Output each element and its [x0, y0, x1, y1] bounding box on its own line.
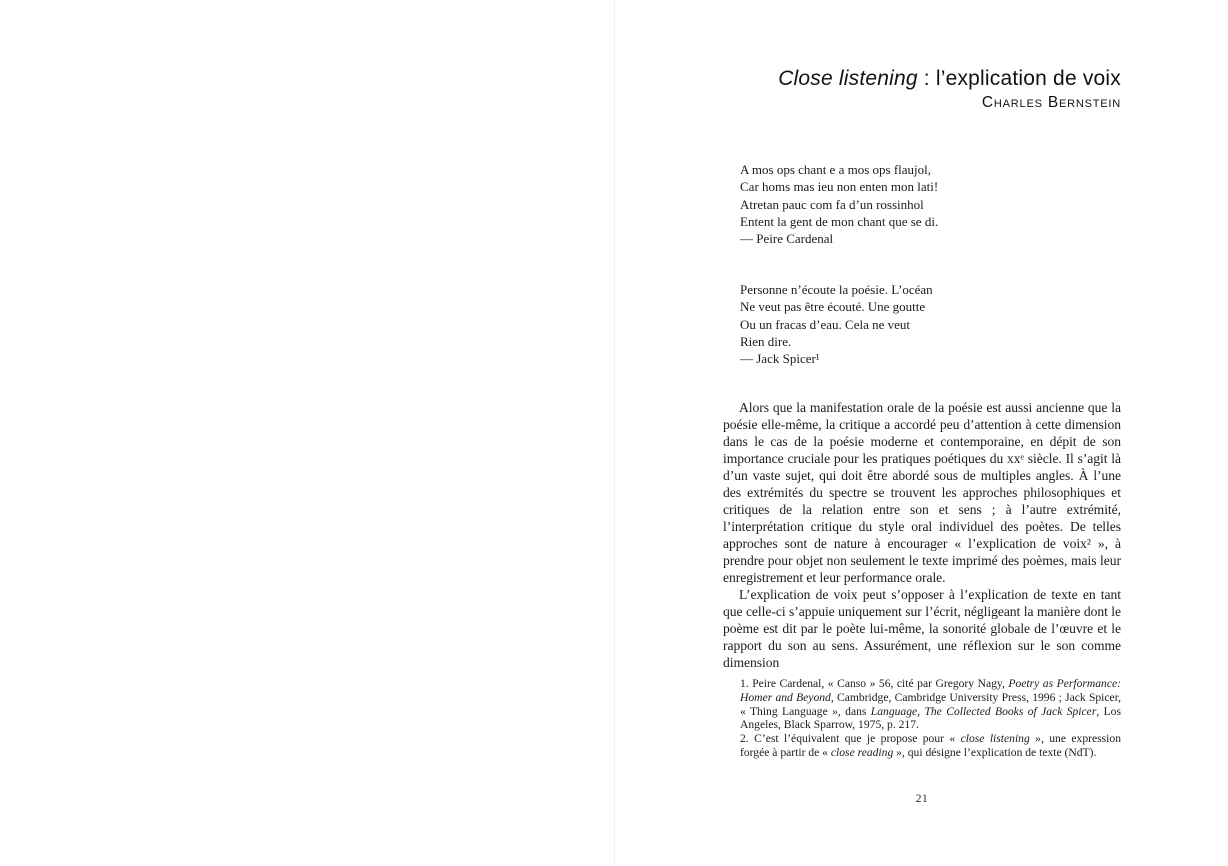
footnote-text: », une expression forgée à partir de «	[740, 732, 1121, 759]
page-gutter	[614, 0, 615, 866]
foreign-term: close listening	[960, 732, 1030, 746]
body-text	[723, 399, 1121, 671]
chapter-title-rest: : l’explication de voix	[917, 67, 1121, 90]
footnote-text: », qui désigne l’explication de texte (NdT).	[893, 745, 1097, 759]
cited-work-title: Poetry as Performance: Homer and Beyond	[740, 677, 1121, 704]
epigraph-attribution: — Peire Cardenal	[740, 231, 834, 247]
epigraph-line: Car homs mas ieu non enten mon lati!	[740, 179, 939, 195]
epigraph-line: Rien dire.	[740, 333, 792, 349]
cited-work-title: Language, The Collected Books of Jack Spicer	[870, 704, 1097, 718]
title-block	[723, 67, 1121, 112]
footnote-text: 1. Peire Cardenal, « Canso » 56, cité par Gregory Nagy,	[740, 677, 1009, 690]
foreign-term: close reading	[830, 745, 894, 759]
epigraph-attribution: — Jack Spicer¹	[740, 351, 820, 367]
footnotes	[740, 677, 1121, 760]
body-paragraph-2: L’explication de voix peut s’opposer à l’explication de texte en tant que celle-ci s’appuie uniquement sur l’écrit, négligeant la manière dont le poème est dit par le poète lui-même, la sonorité globale de l’œuvre et le rapport du son au sens. Assurément, une réflexion sur le son comme dimension	[723, 587, 1121, 670]
footnote-text: , Cambridge, Cambridge University Press, 1996 ; Jack Spicer, « Thing Language », dans	[740, 690, 1121, 718]
footnote-text: , Los Angeles, Black Sparrow, 1975, p. 217.	[740, 704, 1121, 732]
epigraph-line: Entent la gent de mon chant que se di.	[740, 213, 939, 229]
footnote-1	[740, 677, 1121, 732]
body-paragraph-1: Alors que la manifestation orale de la poésie est aussi ancienne que la poésie elle-même, la critique a accordé peu d’attention à cette dimension dans le cas de la poésie moderne et contemporaine, en dépit de son importance cruciale pour les pratiques poétiques du xxᵉ siècle. Il s’agit là d’un vaste sujet, qui doit être abordé sous de multiples angles. À l’une des extrémités du spectre se trouvent les approches philosophiques et critiques de la relation entre son et sens ; à l’autre extrémité, l’interprétation critique du style oral individuel des poètes. De telles approches sont de nature à encourager « l’explication de voix² », à prendre pour objet non seulement le texte imprimé des poèmes, mais leur enregistrement et leur performance orale.	[723, 400, 1121, 585]
footnote-2	[740, 732, 1121, 760]
chapter-title-italic: Close listening	[778, 67, 918, 90]
chapter-title	[723, 67, 1121, 91]
epigraph-jack-spicer	[740, 281, 1110, 367]
page-number: 21	[915, 793, 929, 805]
epigraph-line: Atretan pauc com fa d’un rossinhol	[740, 196, 924, 212]
right-page	[723, 0, 1121, 866]
epigraph-peire-cardenal	[740, 161, 1110, 247]
author-name: Charles Bernstein	[981, 94, 1121, 111]
footnote-text: 2. C’est l’équivalent que je propose pour «	[740, 732, 961, 746]
epigraph-line: Ou un fracas d’eau. Cela ne veut	[740, 316, 911, 332]
epigraph-line: A mos ops chant e a mos ops flaujol,	[740, 162, 932, 177]
epigraph-line: Personne n’écoute la poésie. L’océan	[740, 282, 933, 297]
epigraph-line: Ne veut pas être écouté. Une goutte	[740, 299, 926, 315]
